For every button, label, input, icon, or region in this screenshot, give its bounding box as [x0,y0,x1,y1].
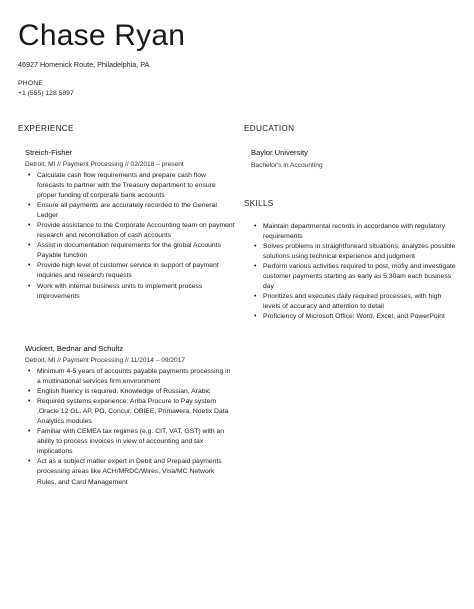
job-company: Streich-Fisher [25,148,73,157]
job-bullets [25,171,235,302]
list-item: • Perform various activities required to post, mofiy and investigate customer payments starting as early as 5:30am each business day [251,262,456,292]
education-entry [251,148,461,170]
list-item: • Required systems experience: Ariba Procure to Pay system ,Oracle 12 GL, AP, PO, Concur, OBIEE, Primavera, Noetix Data Analytics modules [25,397,235,427]
list-item: • Act as a subject matter expert in Debit and Prepaid payments processing areas like ACH/MRDC/Wires, Visa/MC Network Rules, and Card Management [25,457,235,487]
list-item: • Assist in documentation requirements for the global Accounts Payable function [25,241,235,261]
address: 46927 Homenick Route, Philadelphia, PA [18,60,150,69]
job-company: Wuckert, Bednar and Schultz [25,344,124,353]
list-item: • Familiar with CEMEA tax regimes (e.g. CIT, VAT, GST) with an ability to process invoices in view of accounting and tax implications [25,427,235,457]
education-degree: Bachelor's in Accounting [251,162,323,169]
list-item: • Prioritizes and executes daily required processes, with high levels of accuracy and attention to detail [251,292,456,312]
list-item: • Calculate cash flow requirements and prepare cash flow forecasts to partner with the Treasury department to ensure proper funding of corporate bank accounts [25,171,235,201]
list-item: • Proficiency of Microsoft Office: Word, Excel, and PowerPoint [251,312,456,322]
list-item: • Solves problems in straightforward situations; analyzes possible solutions using technical experience and judgment [251,242,456,262]
job-meta: Detroit, MI // Payment Processing // 02/2018 – present [25,161,184,168]
education-school: Baylor University [251,148,308,157]
education-heading: EDUCATION [244,124,295,133]
job-wuckert-bednar-schultz [25,344,235,488]
list-item: • English fluency is required; Knowledge of Russian, Arabic [25,387,235,397]
candidate-name: Chase Ryan [18,19,186,52]
list-item: • Provide assistance to the Corporate Accounting team on payment research and reconciliation of cash accounts [25,221,235,241]
list-item: • Work with internal business units to implement process improvements [25,282,235,302]
list-item: • Maintain departmental records in accordance with regulatory requirements [251,222,456,242]
list-item: • Ensure all payments are accurately recorded to the General Ledger [25,201,235,221]
phone-label: PHONE [18,80,44,87]
job-meta: Detroit, MI // Payment Processing // 11/2014 – 09/2017 [25,357,186,364]
job-streich-fisher [25,148,235,302]
skills-list [251,222,456,322]
list-item: • Provide high level of customer service in support of payment inquiries and research requests [25,261,235,281]
phone-number: +1 (555) 128 5897 [18,90,74,97]
skills-heading: SKILLS [244,199,274,208]
experience-heading: EXPERIENCE [18,124,74,133]
job-bullets [25,367,235,488]
list-item: • Minimum 4-5 years of accounts payable payments processing in a multinational services firm environment [25,367,235,387]
